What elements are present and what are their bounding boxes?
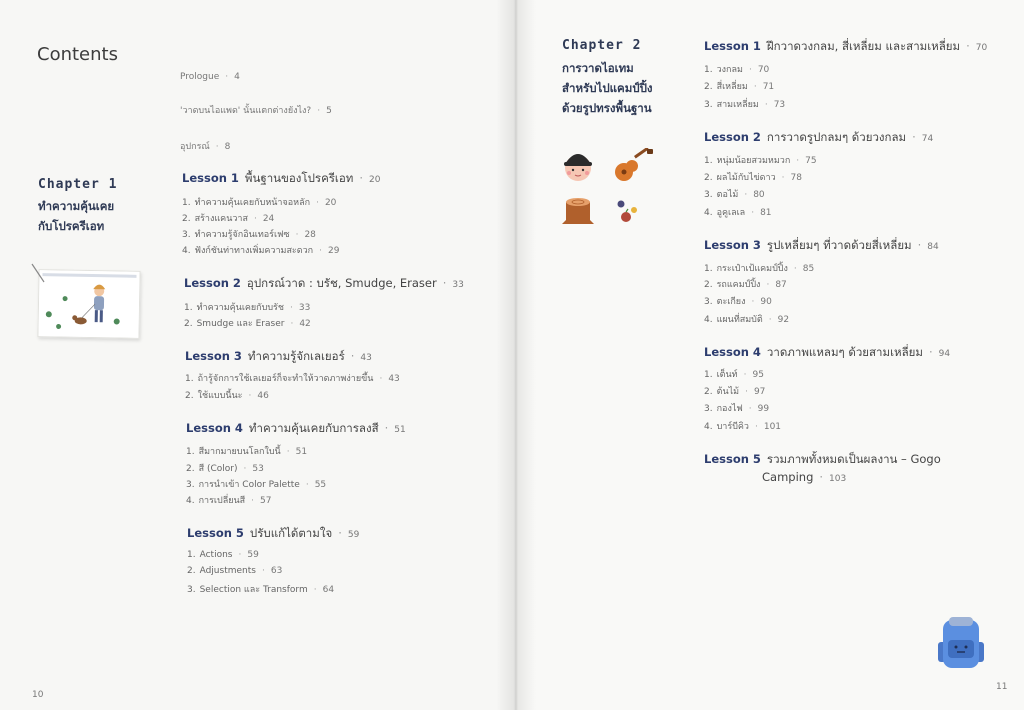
- item-page: 78: [790, 173, 802, 183]
- item-text: การเปลี่ยนสี: [198, 496, 246, 506]
- lesson-title: การวาดรูปกลมๆ ด้วยวงกลม: [766, 130, 907, 144]
- item-text: สีมากมายบนโลกใบนี้: [198, 447, 281, 457]
- lesson-page: 20: [369, 175, 381, 185]
- item-page: 90: [760, 297, 772, 307]
- item-number: 4.: [704, 422, 713, 432]
- front-item-text: Prologue: [180, 72, 220, 82]
- lesson-item[interactable]: 1. Actions · 59: [187, 550, 259, 560]
- item-number: 1.: [185, 374, 194, 384]
- item-page: 33: [298, 303, 311, 313]
- lesson-title: รูปเหลี่ยมๆ ที่วาดด้วยสี่เหลี่ยม: [766, 238, 912, 252]
- lesson-title-line2: Camping: [762, 470, 814, 484]
- item-text: ทำความคุ้นเคยกับบรัช: [196, 303, 285, 313]
- item-page: 85: [802, 264, 815, 274]
- front-item-page: 4: [234, 72, 240, 82]
- item-page: 81: [760, 208, 772, 218]
- front-item-text: อุปกรณ์: [180, 142, 210, 152]
- page-number-right: 11: [996, 682, 1008, 692]
- item-text: Smudge และ Eraser: [196, 319, 285, 329]
- chapter-2-name-line3: ด้วยรูปทรงพื้นฐาน: [562, 101, 652, 115]
- boy-with-hat-icon: [560, 146, 596, 184]
- lesson-heading[interactable]: Lesson 5 ปรับแก้ได้ตามใจ · 59: [187, 526, 360, 540]
- item-number: 1.: [704, 156, 713, 166]
- item-text: การนำเข้า Color Palette: [198, 480, 300, 490]
- item-text: Actions: [199, 550, 233, 560]
- item-number: 3.: [187, 585, 196, 595]
- chapter-2-label: Chapter 2: [562, 38, 642, 53]
- right-page: [516, 0, 1024, 710]
- item-number: 2.: [704, 387, 713, 397]
- lesson-item[interactable]: 1. ทำความคุ้นเคยกับหน้าจอหลัก · 20: [182, 198, 337, 208]
- lesson-heading[interactable]: Lesson 2 อุปกรณ์วาด : บรัช, Smudge, Eraser · 33: [184, 276, 464, 290]
- lesson-page: 74: [921, 134, 934, 144]
- item-number: 2.: [182, 214, 191, 224]
- item-page: 70: [757, 65, 770, 75]
- lesson-item[interactable]: 2. สี่เหลี่ยม · 71: [704, 82, 775, 92]
- lesson-item[interactable]: 4. บาร์บีคิว · 101: [704, 422, 782, 432]
- item-text: อูคูเลเล: [716, 208, 746, 218]
- item-page: 87: [775, 280, 787, 290]
- lesson-page: 70: [975, 43, 988, 53]
- item-number: 3.: [182, 230, 191, 240]
- item-number: 3.: [704, 297, 713, 307]
- item-text: ทำความคุ้นเคยกับหน้าจอหลัก: [194, 198, 311, 208]
- lesson-item[interactable]: 2. สี (Color) · 53: [186, 464, 264, 474]
- lesson-title: วาดภาพแหลมๆ ด้วยสามเหลี่ยม: [766, 345, 923, 359]
- item-page: 101: [763, 422, 782, 432]
- lesson-title-line1: รวมภาพทั้งหมดเป็นผลงาน – Gogo: [766, 452, 941, 466]
- item-page: 92: [777, 315, 790, 325]
- item-text: ผลไม้กับไข่ดาว: [716, 173, 776, 183]
- item-page: 75: [805, 156, 817, 166]
- item-page: 59: [247, 550, 259, 560]
- item-number: 4.: [186, 496, 195, 506]
- lesson-label: Lesson 3: [185, 349, 242, 363]
- lesson-item[interactable]: 2. ต้นไม้ · 97: [704, 387, 766, 397]
- lesson-label: Lesson 5: [704, 452, 761, 466]
- lesson-item[interactable]: 3. ตะเกียง · 90: [704, 297, 772, 307]
- item-number: 1.: [187, 550, 196, 560]
- item-text: กระเป๋าเป้แคมป์ปิ้ง: [716, 264, 788, 274]
- item-number: 3.: [704, 100, 713, 110]
- item-page: 97: [753, 387, 766, 397]
- item-page: 43: [388, 374, 400, 384]
- lesson-label: Lesson 1: [182, 171, 239, 185]
- contents-title: Contents: [37, 44, 118, 65]
- lesson-item[interactable]: 3. กองไฟ · 99: [704, 404, 770, 414]
- lesson-item[interactable]: 1. วงกลม · 70: [704, 65, 770, 75]
- item-text: ตอไม้: [716, 190, 739, 200]
- lesson-heading[interactable]: Lesson 3 ทำความรู้จักเลเยอร์ · 43: [185, 349, 372, 363]
- item-page: 53: [252, 464, 264, 474]
- lesson-item[interactable]: 3. ทำความรู้จักอินเทอร์เฟซ · 28: [182, 230, 316, 240]
- front-item-ipad[interactable]: 'วาดบนไอแพด' นั้นแตกต่างยังไง? · 5: [180, 106, 332, 116]
- chapter-1-name-line2: กับโปรครีเอท: [38, 219, 105, 233]
- item-text: เต็นท์: [716, 370, 738, 380]
- lesson-item[interactable]: 1. ถ้ารู้จักการใช้เลเยอร์ก็จะทำให้วาดภาพง่ายขึ้น · 43: [185, 374, 400, 384]
- item-number: 2.: [184, 319, 193, 329]
- item-page: 64: [322, 585, 335, 595]
- front-item-text: 'วาดบนไอแพด' นั้นแตกต่างยังไง?: [180, 106, 312, 116]
- item-text: บาร์บีคิว: [716, 422, 749, 432]
- lesson-item[interactable]: 1. ทำความคุ้นเคยกับบรัช · 33: [184, 303, 311, 313]
- item-number: 4.: [704, 208, 713, 218]
- lesson-item[interactable]: 2. ใช้แบบนี้นะ · 46: [185, 391, 269, 401]
- lesson-item[interactable]: 3. การนำเข้า Color Palette · 55: [186, 480, 327, 490]
- item-number: 2.: [187, 566, 196, 576]
- lesson-item[interactable]: 2. Smudge และ Eraser · 42: [184, 319, 311, 329]
- item-text: รถแคมป์ปิ้ง: [716, 280, 761, 290]
- item-page: 55: [314, 480, 327, 490]
- lesson-heading[interactable]: Lesson 4 วาดภาพแหลมๆ ด้วยสามเหลี่ยม · 94: [704, 345, 951, 359]
- front-item-equipment[interactable]: อุปกรณ์ · 8: [180, 142, 231, 152]
- lesson-page: 43: [360, 353, 372, 363]
- lesson-item[interactable]: 2. รถแคมป์ปิ้ง · 87: [704, 280, 787, 290]
- lesson-page: 59: [347, 530, 360, 540]
- item-page: 71: [762, 82, 775, 92]
- item-text: ต้นไม้: [716, 387, 740, 397]
- ipad-drawing-illustration: [37, 269, 140, 339]
- item-number: 1.: [704, 264, 713, 274]
- item-number: 2.: [186, 464, 195, 474]
- lesson-heading-continued[interactable]: Camping · 103: [762, 470, 847, 484]
- lesson-title: ฝึกวาดวงกลม, สี่เหลี่ยม และสามเหลี่ยม: [766, 39, 961, 53]
- lesson-heading[interactable]: Lesson 2 การวาดรูปกลมๆ ด้วยวงกลม · 74: [704, 130, 934, 144]
- item-number: 1.: [186, 447, 195, 457]
- lesson-item[interactable]: 2. ผลไม้กับไข่ดาว · 78: [704, 173, 802, 183]
- front-item-page: 8: [224, 142, 231, 152]
- item-page: 99: [757, 404, 770, 414]
- item-text: หนุ่มน้อยสวมหมวก: [716, 156, 791, 166]
- lesson-item[interactable]: 1. สีมากมายบนโลกใบนี้ · 51: [186, 447, 308, 457]
- lesson-title: ปรับแก้ได้ตามใจ: [249, 526, 333, 540]
- pencil-icon: [30, 262, 46, 284]
- item-number: 1.: [704, 370, 713, 380]
- item-text: สี่เหลี่ยม: [716, 82, 748, 92]
- lesson-label: Lesson 4: [704, 345, 761, 359]
- lesson-item[interactable]: 2. สร้างแคนวาส · 24: [182, 214, 275, 224]
- item-page: 28: [304, 230, 316, 240]
- lesson-title: ทำความคุ้นเคยกับการลงสี: [248, 421, 379, 435]
- lesson-page: 51: [394, 425, 406, 435]
- item-page: 73: [773, 100, 786, 110]
- front-item-prologue[interactable]: Prologue · 4: [180, 72, 240, 82]
- backpack-icon: [932, 614, 990, 672]
- item-number: 2.: [185, 391, 194, 401]
- item-number: 2.: [704, 82, 713, 92]
- lesson-heading[interactable]: Lesson 4 ทำความคุ้นเคยกับการลงสี · 51: [186, 421, 406, 435]
- lesson-item[interactable]: 1. เต็นท์ · 95: [704, 370, 764, 380]
- item-page: 63: [270, 566, 283, 576]
- item-text: ถ้ารู้จักการใช้เลเยอร์ก็จะทำให้วาดภาพง่ายขึ้น: [197, 374, 374, 384]
- item-page: 80: [753, 190, 765, 200]
- item-number: 4.: [182, 246, 191, 256]
- lesson-item[interactable]: 4. อูคูเลเล · 81: [704, 208, 772, 218]
- item-number: 2.: [704, 173, 713, 183]
- chapter-2-name-line2: สำหรับไปแคมป์ปิ้ง: [562, 81, 653, 95]
- lesson-item[interactable]: 4. การเปลี่ยนสี · 57: [186, 496, 272, 506]
- chapter-1-label: Chapter 1: [38, 177, 118, 192]
- lesson-page: 103: [829, 474, 847, 484]
- lesson-heading[interactable]: Lesson 1 พื้นฐานของโปรครีเอท · 20: [182, 171, 381, 185]
- item-page: 57: [260, 496, 272, 506]
- item-number: 3.: [704, 190, 713, 200]
- lesson-item[interactable]: 3. สามเหลี่ยม · 73: [704, 100, 786, 110]
- lesson-item[interactable]: 4. ฟังก์ชันท่าทางเพิ่มความสะดวก · 29: [182, 246, 340, 256]
- item-text: สร้างแคนวาส: [194, 214, 248, 224]
- item-text: ใช้แบบนี้นะ: [197, 391, 243, 401]
- lesson-heading[interactable]: Lesson 1 ฝึกวาดวงกลม, สี่เหลี่ยม และสามเหลี่ยม · 70: [704, 39, 988, 53]
- item-page: 42: [299, 319, 311, 329]
- lesson-label: Lesson 5: [187, 526, 244, 540]
- item-text: Selection และ Transform: [199, 585, 308, 595]
- girl-with-dog-icon: [38, 270, 139, 338]
- lesson-page: 84: [927, 242, 939, 252]
- item-page: 20: [324, 198, 337, 208]
- item-number: 2.: [704, 280, 713, 290]
- lesson-title: ทำความรู้จักเลเยอร์: [247, 349, 345, 363]
- item-number: 1.: [184, 303, 193, 313]
- lesson-page: 33: [452, 280, 464, 290]
- lesson-heading[interactable]: Lesson 3 รูปเหลี่ยมๆ ที่วาดด้วยสี่เหลี่ยม · 84: [704, 238, 939, 252]
- front-item-page: 5: [326, 106, 332, 116]
- item-text: สี (Color): [198, 464, 238, 474]
- lesson-label: Lesson 4: [186, 421, 243, 435]
- lesson-label: Lesson 2: [704, 130, 761, 144]
- lesson-item[interactable]: 2. Adjustments · 63: [187, 566, 283, 576]
- item-text: กองไฟ: [716, 404, 743, 414]
- item-number: 3.: [186, 480, 195, 490]
- item-text: สามเหลี่ยม: [716, 100, 759, 110]
- chapter-2-name-line1: การวาดไอเทม: [562, 61, 634, 75]
- lesson-item[interactable]: 1. กระเป๋าเป้แคมป์ปิ้ง · 85: [704, 264, 815, 274]
- ukulele-icon: [612, 148, 656, 184]
- lesson-item[interactable]: 3. Selection และ Transform · 64: [187, 585, 335, 595]
- item-page: 24: [262, 214, 275, 224]
- lesson-item[interactable]: 3. ตอไม้ · 80: [704, 190, 765, 200]
- item-text: แผนที่สมบัติ: [716, 315, 763, 325]
- lesson-label: Lesson 2: [184, 276, 241, 290]
- item-page: 29: [328, 246, 340, 256]
- item-text: Adjustments: [199, 566, 256, 576]
- lesson-title: อุปกรณ์วาด : บรัช, Smudge, Eraser: [246, 276, 437, 290]
- item-text: ตะเกียง: [716, 297, 746, 307]
- item-page: 46: [257, 391, 269, 401]
- lesson-label: Lesson 3: [704, 238, 761, 252]
- chapter-1-name-line1: ทำความคุ้นเคย: [38, 199, 115, 213]
- tree-stump-icon: [560, 192, 596, 226]
- fruit-icon: [612, 196, 642, 224]
- item-page: 51: [295, 447, 308, 457]
- page-number-left: 10: [32, 690, 44, 700]
- item-text: ฟังก์ชันท่าทางเพิ่มความสะดวก: [194, 246, 314, 256]
- lesson-page: 94: [938, 349, 951, 359]
- lesson-label: Lesson 1: [704, 39, 761, 53]
- lesson-heading[interactable]: [704, 451, 941, 469]
- item-number: 4.: [704, 315, 713, 325]
- item-text: วงกลม: [716, 65, 743, 75]
- item-text: ทำความรู้จักอินเทอร์เฟซ: [194, 230, 290, 240]
- lesson-item[interactable]: 4. แผนที่สมบัติ · 92: [704, 315, 790, 325]
- item-number: 1.: [704, 65, 713, 75]
- lesson-title: พื้นฐานของโปรครีเอท: [244, 171, 354, 185]
- item-page: 95: [752, 370, 764, 380]
- item-number: 1.: [182, 198, 191, 208]
- lesson-item[interactable]: 1. หนุ่มน้อยสวมหมวก · 75: [704, 156, 817, 166]
- item-number: 3.: [704, 404, 713, 414]
